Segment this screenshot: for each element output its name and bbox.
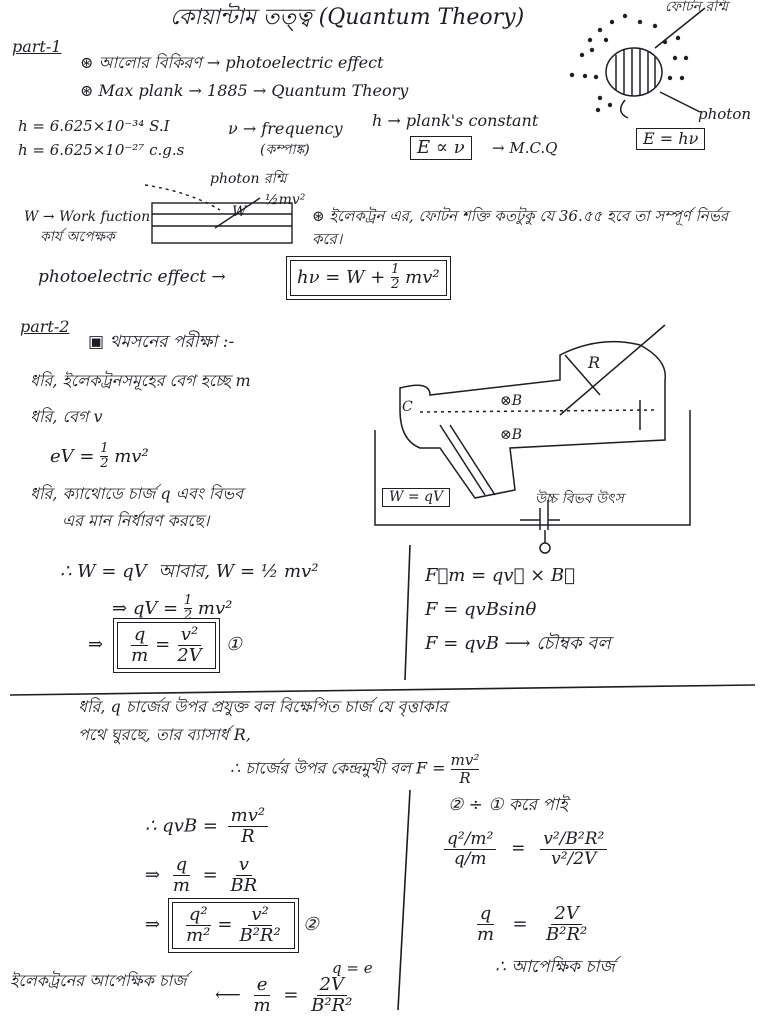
eq4: ∴ qvB = $\frac{\text{mv²}}{R}$ (145, 806, 272, 847)
para1: ধরি, q চার্জের উপর প্রযুক্ত বল বিক্ষেপিত চার্জ যে বৃত্তাকার (78, 697, 448, 716)
eq1: ∴ W = qV আবার, W = ½ mv² (60, 561, 319, 582)
photon-label: photon (698, 105, 752, 123)
h-cgs-value: h = 6.625×10⁻²⁷ c.g.s (18, 141, 185, 159)
w-qv-box: W = qV (382, 488, 450, 507)
para3: ∴ চার্জের উপর কেন্দ্রমুখী বল F = $\frac{\text{mv²}}{R}$ (230, 751, 480, 787)
bottom-equation: ⟵ $\frac{e}{m}$ = $\frac{2V}{\text{B²R²}}$ (215, 974, 353, 1016)
h-si-value: h = 6.625×10⁻³⁴ S.I (18, 117, 170, 135)
h-label: h → plank's constant (372, 111, 539, 130)
part2-line1: ধরি, ইলেকট্রনসমূহের বেগ হচ্ছে m (30, 371, 251, 390)
nu-label-bn: (কম্পাঙ্ক) (260, 142, 310, 158)
source-label: উচ্চ বিভব উৎস (535, 491, 624, 507)
final-equation: $\frac{q}{m}$ = $\frac{2V}{\text{B²R²}}$ (477, 903, 588, 945)
work-function-label: W → Work fuction (24, 209, 151, 225)
nu-label: ν → frequency (228, 119, 343, 138)
mcq-note: → M.C.Q (492, 139, 558, 157)
pe-equation: hν = W + $\frac{1}{2}$ mv² (290, 260, 447, 296)
part1-line2: ⊛ Max plank → 1885 → Quantum Theory (80, 81, 409, 100)
page-title: কোয়ান্টাম তত্ত্ব (Quantum Theory) (170, 5, 525, 30)
radius-label: R (588, 353, 601, 372)
electron-note: ⊛ ইলেকট্রন এর, ফোটন শক্তি কতটুকু যে 36.৫৫ হবে তা সম্পূর্ণ নির্ভর করে। (312, 207, 729, 248)
photon-rays-label: ফোটন রশ্মি (665, 0, 729, 15)
part2-label: part-2 (20, 317, 70, 336)
final-note: ∴ আপেক্ষিক চার্জ (495, 957, 615, 977)
ev-equation: eV = $\frac{1}{2}$ mv² (50, 441, 149, 472)
mv2-label: ½mv² (265, 192, 306, 208)
part2-heading: ▣ থমসনের পরীক্ষা :- (88, 332, 235, 352)
part1-line1: ⊛ আলোর বিকিরণ → photoelectric effect (80, 53, 384, 72)
eq3: ⇒ $\frac{q}{m}$ = $\frac{\text{v²}}{2V}$ ① (88, 622, 242, 669)
part1-label: part-1 (12, 37, 62, 56)
part2-line3: ধরি, ক্যাথোডে চার্জ q এবং বিভব (30, 484, 244, 503)
e-eq-box: E = hν (636, 128, 705, 150)
part2-line4: এর মান নির্ধারণ করছে। (62, 511, 210, 530)
part2-line2: ধরি, বেগ v (30, 407, 103, 426)
e-prop-box: E ∝ ν (410, 136, 472, 160)
q-equals-e: q = e (332, 959, 373, 977)
division-equation: $\frac{\text{q²/m²}}{q/m}$ = $\frac{\text{v²/B²R²}}{\text{v²/2V}}$ (440, 830, 611, 868)
b-field-label-top: ⊗B (500, 393, 523, 409)
division-label: ② ÷ ① করে পাই (448, 795, 568, 815)
bottom-left-label: ইলেকট্রনের আপেক্ষিক চার্জ (10, 971, 187, 990)
eq6: ⇒ $\frac{\text{q²}}{\text{m²}}$ = $\frac{\text{v²}}{\text{B²R²}}$ ② (145, 902, 319, 949)
w-label: W (232, 204, 247, 220)
para2: পথে ঘুরছে, তার ব্যাসার্ধ R, (78, 725, 251, 744)
thomson-apparatus-diagram (375, 325, 690, 553)
f-equation: F = qvBsinθ (425, 599, 537, 620)
pe-label: photoelectric effect → (38, 267, 226, 287)
b-field-label-bottom: ⊗B (500, 427, 523, 443)
photon-line-label: photon রশ্মি (210, 171, 287, 187)
work-function-bn: কার্য অপেক্ষক (40, 229, 115, 245)
eq2: ⇒ qV = $\frac{1}{2}$ mv² (112, 593, 233, 624)
fm-equation: F⃗m = qv⃗ × B⃗ (425, 565, 575, 586)
cathode-label: C (402, 399, 413, 415)
f-equation-2: F = qvB ⟶ চৌম্বক বল (425, 633, 611, 654)
eq5: ⇒ $\frac{q}{m}$ = $\frac{v}{BR}$ (145, 854, 258, 896)
